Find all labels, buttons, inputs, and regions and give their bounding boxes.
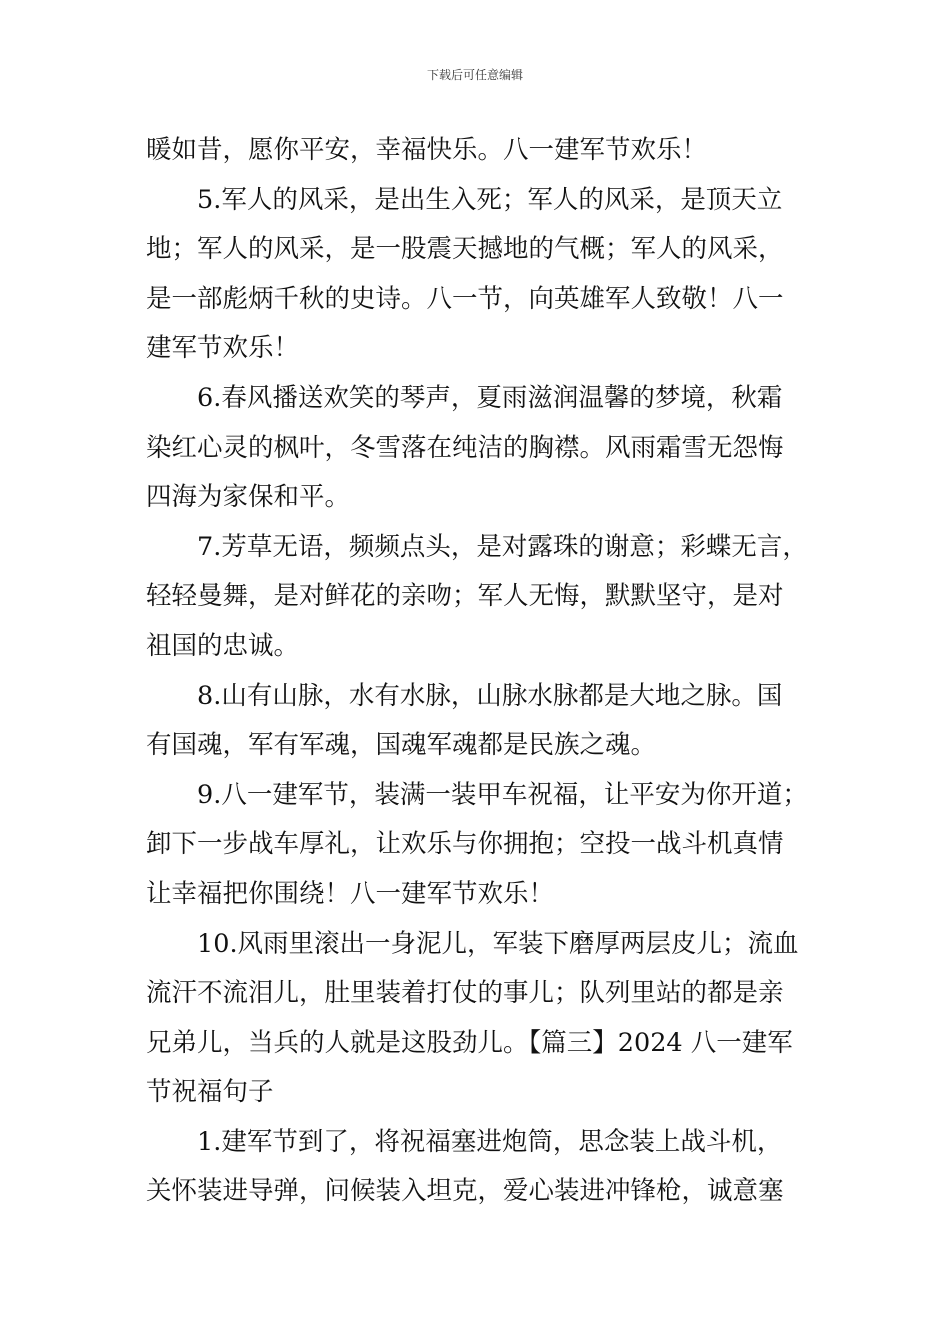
text-line: 四海为家保和平。	[146, 482, 351, 513]
text-line: 轻轻曼舞，是对鲜花的亲吻；军人无悔，默默坚守，是对	[146, 581, 784, 612]
text-line: 5.军人的风采，是出生入死；军人的风采，是顶天立	[197, 184, 783, 215]
text-line: 暖如昔，愿你平安，幸福快乐。八一建军节欢乐！	[146, 135, 708, 165]
text-line: 节祝福句子	[146, 1077, 274, 1108]
text-line: 地；军人的风采，是一股震天撼地的气概；军人的风采，	[146, 234, 784, 265]
text-line: 卸下一步战车厚礼，让欢乐与你拥抱；空投一战斗机真情	[146, 829, 784, 860]
text-line: 6.春风播送欢笑的琴声，夏雨滋润温馨的梦境，秋霜	[197, 382, 783, 413]
text-line: 祖国的忠诚。	[146, 630, 300, 661]
text-line: 流汗不流泪儿，肚里装着打仗的事儿；队列里站的都是亲	[146, 978, 784, 1009]
text-line: 建军节欢乐！	[146, 333, 300, 364]
text-line: 让幸福把你围绕！八一建军节欢乐！	[146, 878, 555, 909]
text-line: 7.芳草无语，频频点头，是对露珠的谢意；彩蝶无言，	[197, 531, 808, 562]
text-line: 有国魂，军有军魂，国魂军魂都是民族之魂。	[146, 730, 657, 761]
document-body	[146, 126, 826, 1217]
text-line: 8.山有山脉，水有水脉，山脉水脉都是大地之脉。国	[197, 680, 783, 711]
text-line: 9.八一建军节，装满一装甲车祝福，让平安为你开道；	[197, 779, 808, 810]
text-line: 兄弟儿，当兵的人就是这股劲儿。【篇三】2024 八一建军	[146, 1027, 793, 1058]
text-line: 1.建军节到了，将祝福塞进炮筒，思念装上战斗机，	[197, 1126, 783, 1157]
text-line: 10.风雨里滚出一身泥儿，军装下磨厚两层皮儿；流血	[197, 928, 799, 959]
page-header: 下载后可任意编辑	[426, 68, 523, 82]
text-line: 关怀装进导弹，问候装入坦克，爱心装进冲锋枪，诚意塞	[146, 1176, 784, 1207]
text-line: 是一部彪炳千秋的史诗。八一节，向英雄军人致敬！八一	[146, 283, 784, 314]
text-line: 染红心灵的枫叶，冬雪落在纯洁的胸襟。风雨霜雪无怨悔	[146, 432, 784, 463]
